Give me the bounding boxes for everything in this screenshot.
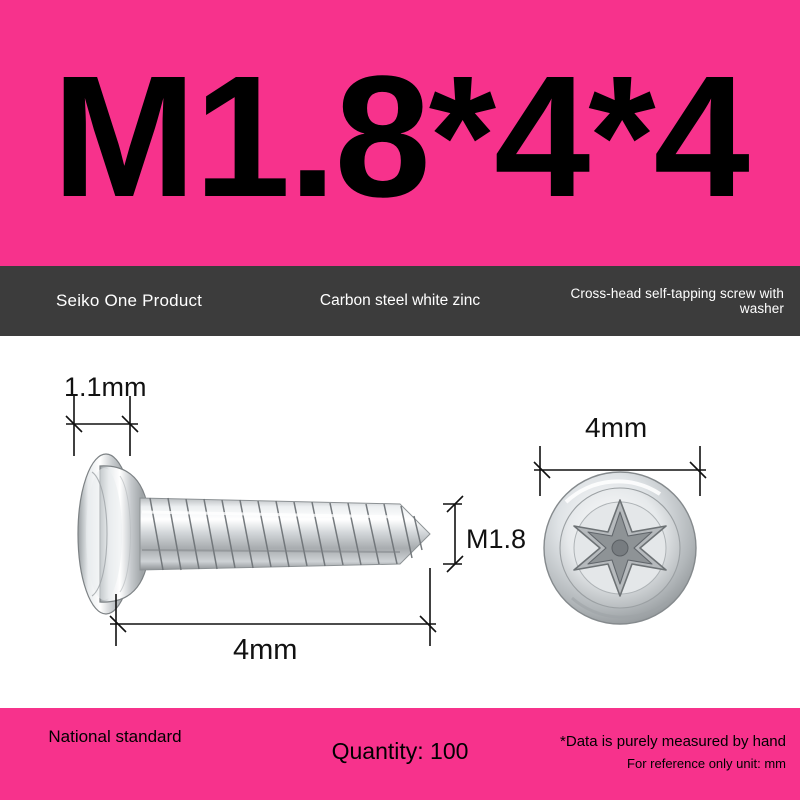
page-title: M1.8*4*4 <box>52 38 748 233</box>
dimension-thread-diameter <box>443 496 463 572</box>
disclaimer-block <box>536 730 786 775</box>
screw-shaft <box>140 498 430 570</box>
footer-bar <box>0 708 800 800</box>
dimension-head-height <box>66 396 138 456</box>
header-banner <box>0 0 800 266</box>
head-height-dimension-label: 1.1mm <box>64 372 147 402</box>
thread-diameter-dimension-label: M1.8 <box>466 524 527 554</box>
length-dimension-label: 4mm <box>233 634 298 666</box>
screw-head <box>78 454 150 614</box>
brand-label: Seiko One Product <box>56 291 203 310</box>
info-bar <box>0 266 800 336</box>
product-type-label: Cross-head self-tapping screw with washer <box>570 286 784 316</box>
quantity-label: Quantity: 100 <box>331 738 469 764</box>
material-label: Carbon steel white zinc <box>319 292 481 310</box>
unit-note-label: For reference only unit: mm <box>627 756 786 771</box>
diagram-area <box>0 336 800 708</box>
standard-label: National standard <box>48 727 182 746</box>
disclaimer-label: *Data is purely measured by hand <box>560 733 786 750</box>
head-diameter-dimension-label: 4mm <box>585 412 648 443</box>
screw-top-view <box>544 472 696 624</box>
